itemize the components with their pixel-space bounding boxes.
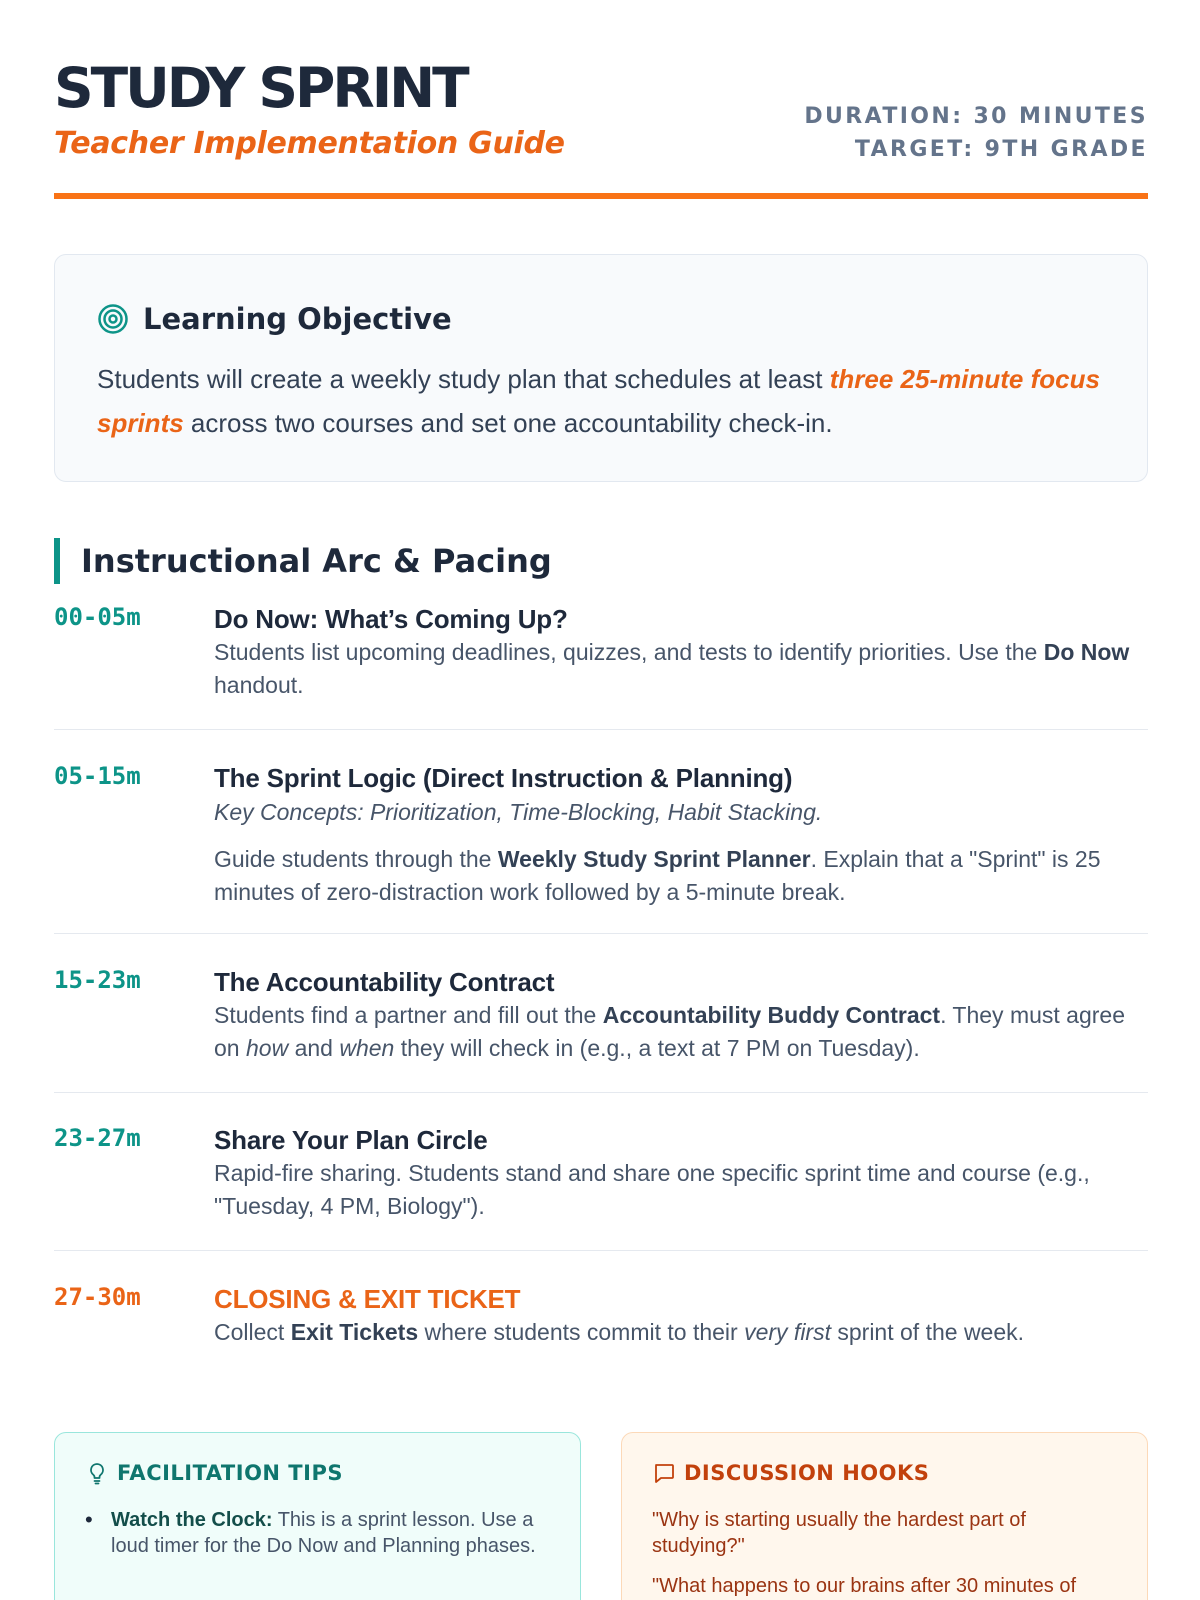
- lesson-guide-page: [54, 0, 1148, 1600]
- desc-text: where students commit to their: [418, 1319, 745, 1345]
- row-title: Share Your Plan Circle: [214, 1125, 488, 1155]
- desc-text: . They must agree on: [214, 1002, 1126, 1061]
- page-subtitle: Teacher Implementation Guide: [54, 126, 565, 161]
- desc-text: and: [288, 1035, 340, 1061]
- objective-emphasis: three 25-minute focus sprints: [97, 364, 1100, 438]
- timeline-row: [54, 1123, 1148, 1251]
- desc-emphasis: very first: [744, 1319, 831, 1345]
- timeline-row: [54, 965, 1148, 1093]
- tip-text: This is a sprint lesson. Use a loud timer for the Do Now and Planning phases.: [111, 1509, 536, 1557]
- key-concepts: Key Concepts: Prioritization, Time-Blocking, Habit Stacking.: [214, 799, 823, 825]
- section-heading: [54, 538, 552, 584]
- header: [54, 56, 1148, 200]
- desc-text: Guide students through the: [214, 846, 498, 872]
- objective-text: [97, 357, 1107, 445]
- tips-title: FACILITATION TIPS: [117, 1461, 343, 1485]
- objective-heading: [97, 299, 452, 339]
- learning-objective-card: [54, 254, 1148, 482]
- time-range: 15-23m: [54, 966, 141, 994]
- header-divider: [54, 193, 1148, 199]
- timeline-row: [54, 761, 1148, 934]
- objective-text-start: Students will create a weekly study plan that schedules at least: [97, 364, 830, 394]
- target-label: TARGET: 9TH GRADE: [854, 137, 1148, 162]
- row-description: [214, 999, 1148, 1065]
- row-description: Rapid-fire sharing. Students stand and share one specific sprint time and course (e.g., "Tuesday, 4 PM, Biology").: [214, 1160, 1090, 1219]
- chat-bubble-icon: [652, 1461, 676, 1485]
- facilitation-tips-card: [54, 1432, 581, 1600]
- hooks-list: [652, 1507, 1112, 1600]
- list-item: [85, 1507, 555, 1559]
- objective-title: Learning Objective: [143, 302, 452, 336]
- desc-emphasis: how: [245, 1035, 289, 1061]
- time-range: 05-15m: [54, 762, 141, 790]
- desc-emphasis: when: [339, 1035, 395, 1061]
- tips-list: [85, 1507, 555, 1559]
- row-title: Do Now: What’s Coming Up?: [214, 604, 568, 634]
- time-range: 00-05m: [54, 603, 141, 631]
- page-title: STUDY SPRINT: [54, 56, 467, 120]
- time-range: 27-30m: [54, 1283, 141, 1311]
- lightbulb-icon: [85, 1461, 109, 1485]
- hooks-title: DISCUSSION HOOKS: [684, 1461, 930, 1485]
- desc-text: Students find a partner and fill out the: [214, 1002, 603, 1028]
- desc-text: Collect: [214, 1319, 291, 1345]
- row-description: [214, 1316, 1148, 1349]
- row-title: CLOSING & EXIT TICKET: [214, 1284, 521, 1314]
- duration-label: DURATION: 30 MINUTES: [804, 104, 1148, 129]
- tip-label: Watch the Clock:: [111, 1509, 273, 1531]
- section-accent-bar: [54, 538, 60, 584]
- desc-bold: Exit Tickets: [290, 1319, 419, 1345]
- desc-text: . Explain that a "Sprint" is 25 minutes of zero-distraction work followed by a 5-minute break.: [214, 846, 1101, 905]
- row-title: The Accountability Contract: [214, 967, 555, 997]
- discussion-hooks-card: [621, 1432, 1148, 1600]
- list-item: "What happens to our brains after 30 minutes of: [652, 1575, 1077, 1597]
- time-range: 23-27m: [54, 1124, 141, 1152]
- timeline-row: [54, 602, 1148, 730]
- row-content: [214, 965, 1148, 1065]
- desc-bold: Accountability Buddy Contract: [602, 1002, 941, 1028]
- target-icon: [97, 303, 129, 335]
- desc-bold: Weekly Study Sprint Planner: [497, 846, 811, 872]
- row-description: [214, 843, 1148, 909]
- row-description: [214, 636, 1148, 702]
- row-content: [214, 1282, 1148, 1349]
- tips-heading: [85, 1461, 343, 1485]
- desc-text: they will check in (e.g., a text at 7 PM on Tuesday).: [394, 1035, 920, 1061]
- section-title: Instructional Arc & Pacing: [81, 542, 552, 580]
- list-item: "Why is starting usually the hardest part of studying?": [652, 1509, 1026, 1557]
- lesson-meta: [804, 100, 1148, 166]
- hooks-heading: [652, 1461, 929, 1485]
- desc-text: Students list upcoming deadlines, quizzes, and tests to identify priorities. Use the: [214, 639, 1044, 665]
- desc-bold: Do Now: [1043, 639, 1130, 665]
- row-content: [214, 1123, 1148, 1223]
- timeline-row: [54, 1282, 1148, 1372]
- objective-text-end: across two courses and set one accountability check-in.: [183, 408, 833, 438]
- row-content: [214, 761, 1148, 909]
- row-content: [214, 602, 1148, 702]
- desc-text: handout.: [214, 672, 304, 698]
- row-title: The Sprint Logic (Direct Instruction & Planning): [214, 763, 793, 793]
- desc-text: sprint of the week.: [830, 1319, 1025, 1345]
